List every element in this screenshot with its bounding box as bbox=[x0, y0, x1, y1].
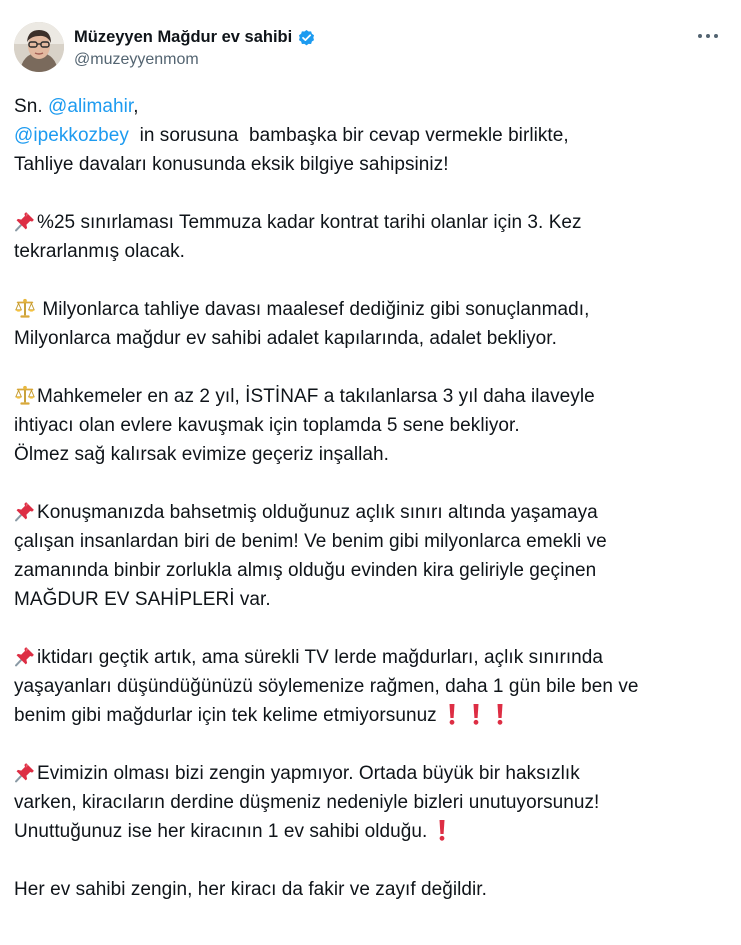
tweet-text bbox=[14, 92, 728, 904]
red-exclamation-icon bbox=[467, 702, 485, 726]
text-line: Her ev sahibi zengin, her kiracı da fakir ve zayıf değildir. bbox=[14, 879, 487, 900]
avatar[interactable] bbox=[14, 22, 64, 72]
text-segment: Milyonlarca tahliye davası maalesef dediğiniz gibi sonuçlanmadı, bbox=[37, 299, 590, 320]
author-block bbox=[74, 26, 316, 69]
balance-scale-icon bbox=[14, 297, 36, 319]
paragraph-gap bbox=[14, 730, 728, 759]
text-line: çalışan insanlardan biri de benim! Ve benim gibi milyonlarca emekli ve bbox=[14, 531, 607, 552]
text-line: ihtiyacı olan evlere kavuşmak için toplamda 5 sene bekliyor. bbox=[14, 415, 520, 436]
paragraph-gap bbox=[14, 614, 728, 643]
text-segment: Unuttuğunuz ise her kiracının 1 ev sahibi olduğu. bbox=[14, 821, 428, 842]
verified-badge-icon[interactable] bbox=[297, 28, 316, 47]
text-line bbox=[14, 498, 728, 527]
text-line bbox=[14, 701, 728, 730]
red-exclamation-icon bbox=[491, 702, 509, 726]
text-line bbox=[14, 643, 728, 672]
text-segment: Evimizin olması bizi zengin yapmıyor. Ortada büyük bir haksızlık bbox=[37, 763, 580, 784]
text-segment: iktidarı geçtik artık, ama sürekli TV lerde mağdurları, açlık sınırında bbox=[37, 647, 604, 668]
text-line bbox=[14, 382, 728, 411]
text-line bbox=[14, 208, 728, 237]
text-line: tekrarlanmış olacak. bbox=[14, 241, 186, 262]
red-exclamation-icon bbox=[443, 702, 461, 726]
text-segment: in sorusuna bambaşka bir cevap vermekle birlikte, bbox=[128, 125, 569, 146]
pushpin-icon bbox=[14, 761, 36, 783]
balance-scale-icon bbox=[14, 384, 36, 406]
text-line bbox=[14, 759, 728, 788]
text-line: Tahliye davaları konusunda eksik bilgiye sahipsiniz! bbox=[14, 154, 449, 175]
paragraph-gap bbox=[14, 353, 728, 382]
text-line bbox=[14, 92, 728, 121]
text-line bbox=[14, 121, 728, 150]
text-line: yaşayanları düşündüğünüzü söylemenize rağmen, daha 1 gün bile ben ve bbox=[14, 676, 639, 697]
text-line bbox=[14, 295, 728, 324]
text-line: MAĞDUR EV SAHİPLERİ var. bbox=[14, 589, 271, 610]
paragraph-gap bbox=[14, 469, 728, 498]
author-handle[interactable]: @muzeyyenmom bbox=[74, 51, 199, 68]
pushpin-icon bbox=[14, 500, 36, 522]
pushpin-icon bbox=[14, 645, 36, 667]
text-line: Ölmez sağ kalırsak evimize geçeriz inşallah. bbox=[14, 444, 389, 465]
author-display-name[interactable]: Müzeyyen Mağdur ev sahibi bbox=[74, 27, 293, 46]
paragraph-gap bbox=[14, 266, 728, 295]
text-segment: Mahkemeler en az 2 yıl, İSTİNAF a takılanlarsa 3 yıl daha ilaveyle bbox=[37, 386, 595, 407]
text-segment: %25 sınırlaması Temmuza kadar kontrat tarihi olanlar için 3. Kez bbox=[37, 212, 582, 233]
pushpin-icon bbox=[14, 210, 36, 232]
mention-link-ipekkozbey[interactable]: @ipekkozbey bbox=[14, 125, 129, 146]
text-line bbox=[14, 817, 728, 846]
salutation-text: Sn. bbox=[14, 96, 48, 117]
tweet-header bbox=[14, 22, 727, 74]
text-segment: Konuşmanızda bahsetmiş olduğunuz açlık sınırı altında yaşamaya bbox=[37, 502, 598, 523]
text-line: zamanında binbir zorlukla almış olduğu evinden kira geliriyle geçinen bbox=[14, 560, 597, 581]
text-segment: benim gibi mağdurlar için tek kelime etmiyorsunuz bbox=[14, 705, 437, 726]
more-options-icon[interactable] bbox=[695, 26, 721, 46]
comma-text: , bbox=[133, 96, 139, 117]
paragraph-gap bbox=[14, 846, 728, 875]
mention-link-alimahir[interactable]: @alimahir bbox=[48, 96, 134, 117]
text-line: varken, kiracıların derdine düşmeniz nedeniyle bizleri unutuyorsunuz! bbox=[14, 792, 600, 813]
red-exclamation-icon bbox=[433, 818, 451, 842]
paragraph-gap bbox=[14, 179, 728, 208]
text-line: Milyonlarca mağdur ev sahibi adalet kapılarında, adalet bekliyor. bbox=[14, 328, 557, 349]
